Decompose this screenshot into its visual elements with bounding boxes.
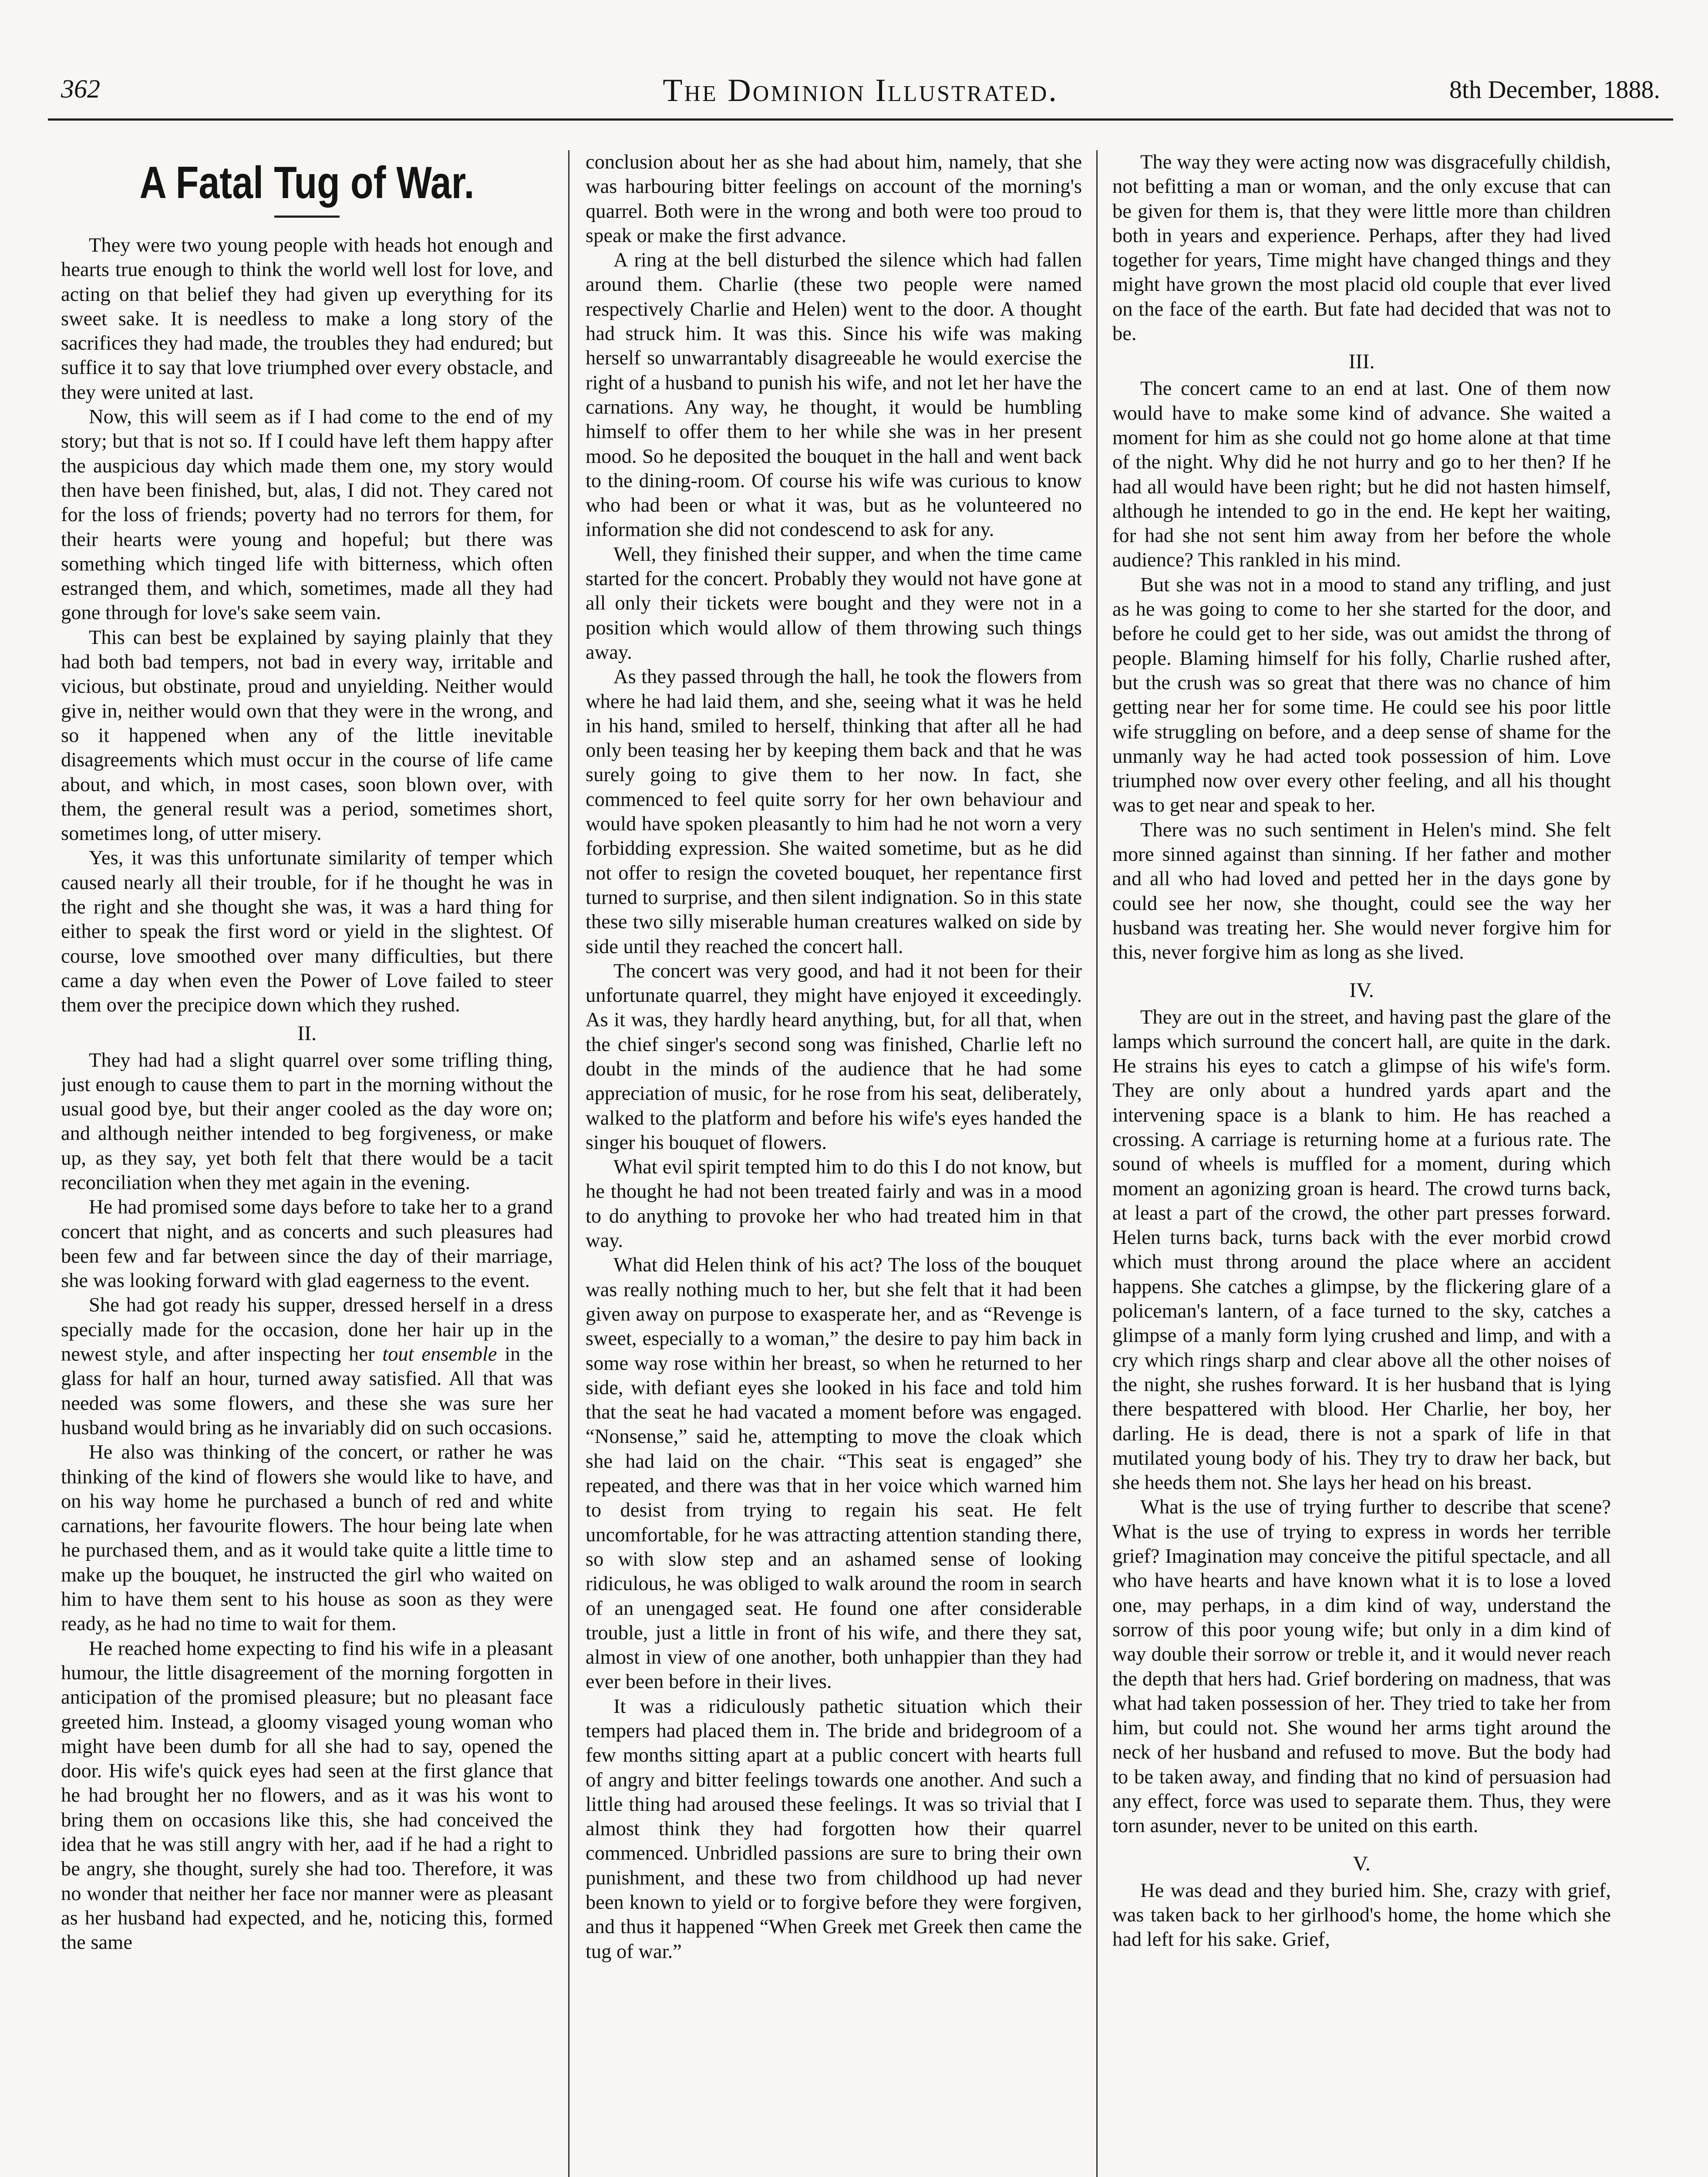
- paragraph: The concert was very good, and had it not been for their unfortunate quarrel, they might have enjoyed it exceedingly. As it was, they hardly heard anything, but, for all that, when the chief singer's second song was finished, Charlie left no doubt in the minds of the audience that he had some appreciation of music, for he rose from his seat, deliberately, walked to the platform and before his wife's eyes handed the singer his bouquet of flowers.: [586, 960, 1082, 1154]
- masthead: The Dominion Illustrated.: [663, 73, 1058, 108]
- paragraph: A ring at the bell disturbed the silence which had fallen around them. Charlie (these two people were named respectively Charlie and Helen) went to the door. A thought had struck him. It was this. Since his wife was making herself so unwarrantably disagreeable he would exercise the right of a husband to punish his wife, and not let her have the carnations. Any way, he thought, it would be humbling himself to offer them to her while she was in her present mood. So he deposited the bouquet in the hall and went back to the dining-room. Of course his wife was curious to know who had been or what it was, but as he volunteered no information she did not condescend to ask for any.: [586, 249, 1082, 541]
- column-1: [61, 150, 553, 2177]
- paragraph: The way they were acting now was disgracefully childish, not befitting a man or woman, and the only excuse that can be given for them is, that they were little more than children both in years and experience. Perhaps, after they had lived together for years, Time might have changed things and they might have grown the most placid old couple that ever lived on the face of the earth. But fate had decided that was not to be.: [1112, 151, 1611, 345]
- column-divider: [568, 150, 569, 2177]
- section-heading: V.: [1353, 1852, 1371, 1875]
- paragraph: As they passed through the hall, he took the flowers from where he had laid them, and she, seeing what it was he held in his hand, smiled to herself, thinking that after all he had only been teasing her by keeping them back and that he was surely going to give them to her now. In fact, she commenced to feel quite sorry for her own behaviour and would have spoken pleasantly to him had he not worn a very forbidding expression. She waited sometime, but as he did not offer to resign the coveted bouquet, her repentance first turned to surprise, and then silent indignation. So in this state these two silly miserable human creatures walked on side by side until they reached the concert hall.: [586, 666, 1082, 958]
- paragraph: Now, this will seem as if I had come to the end of my story; but that is not so. If I could have left them happy after the auspicious day which made them one, my story would then have been finished, but, alas, I did not. They cared not for the loss of friends; poverty had no terrors for them, for their hearts were young and hopeful; but there was something which tinged life with bitterness, which often estranged them, and which, sometimes, made all they had gone through for love's sake seem vain.: [61, 406, 553, 624]
- paragraph: [61, 1293, 553, 1440]
- header-rule: [48, 118, 1673, 121]
- paragraph: They had had a slight quarrel over some trifling thing, just enough to cause them to part in the morning without the usual good bye, but their anger cooled as the day wore on; and although neither intended to beg forgiveness, or make up, as they say, yet both felt that there would be a tacit reconciliation when they met again in the evening.: [61, 1049, 553, 1194]
- paragraph: What is the use of trying further to describe that scene? What is the use of trying to express in words her terrible grief? Imagination may conceive the pitiful spectacle, and all who have hearts and have known what it is to lose a loved one, may perhaps, in a dim kind of way, understand the sorrow of this poor young wife; but only in a dim kind of way double their sorrow or treble it, and it would never reach the depth that hers had. Grief bordering on madness, that was what had taken possession of her. They tried to take her from him, but could not. She wound her arms tight around the neck of her husband and refused to move. But the body had to be taken away, and finding that no kind of persuasion had any effect, force was used to separate them. Thus, they were torn asunder, never to be united on this earth.: [1112, 1496, 1611, 1837]
- paragraph: He reached home expecting to find his wife in a pleasant humour, the little disagreement of the morning forgotten in anticipation of the promised pleasure; but no pleasant face greeted him. Instead, a gloomy visaged young woman who might have been dumb for all she had to say, opened the door. His wife's quick eyes had seen at the first glance that he had brought her no flowers, and as it was his wont to bring them on occasions like this, she had conceived the idea that he was still angry with her, aad if he had a right to be angry, she thought, surely she had too. Therefore, it was no wonder that neither her face nor manner were as pleasant as her husband had expected, and he, noticing this, formed the same: [61, 1637, 553, 1954]
- paragraph: They are out in the street, and having past the glare of the lamps which surround the concert hall, are quite in the dark. He strains his eyes to catch a glimpse of his wife's form. They are only about a hundred yards apart and the intervening space is a blank to him. He has reached a crossing. A carriage is returning home at a furious rate. The sound of wheels is muffled for a moment, during which moment an agonizing groan is heard. The crowd turns back, at least a part of the crowd, the other part presses forward. Helen turns back, turns back with the ever morbid crowd which must throng around the place where an accident happens. She catches a glimpse, by the flickering glare of a policeman's lantern, of a face turned to the sky, catches a glimpse of a manly form lying crushed and limp, and with a cry which rings sharp and clear above all the other noises of the night, she rushes forward. It is her husband that is lying there bespattered with blood. Her Charlie, her boy, her darling. He is dead, there is not a spark of life in that mutilated young body of his. They try to draw her back, but she heeds them not. She lays her head on his breast.: [1112, 1006, 1611, 1494]
- section-heading: II.: [297, 1021, 317, 1045]
- italic-phrase: tout ensemble: [382, 1343, 497, 1366]
- page-header: [48, 74, 1673, 113]
- paragraph: This can best be explained by saying plainly that they had both bad tempers, not bad in every way, irritable and vicious, but obstinate, proud and unyielding. Neither would give in, neither would own that they were in the wrong, and so it happened when any of the little inevitable disagreements which must occur in the course of life came about, and which, in most cases, soon blown over, with them, the general result was a period, sometimes short, sometimes long, of utter misery.: [61, 626, 553, 845]
- title-rule: [274, 216, 340, 218]
- paragraph: They were two young people with heads hot enough and hearts true enough to think the world well lost for love, and acting on that belief they had given up everything for its sweet sake. It is needless to make a long story of the sacrifices they had made, the troubles they had endured; but suffice it to say that love triumphed over every obstacle, and they were united at last.: [61, 234, 553, 404]
- paragraph: He was dead and they buried him. She, crazy with grief, was taken back to her girlhood's home, the home which she had left for his sake. Grief,: [1112, 1879, 1611, 1951]
- page-number: 362: [61, 74, 100, 103]
- column-2: [586, 150, 1082, 2177]
- paragraph: But she was not in a mood to stand any trifling, and just as he was going to come to her she started for the door, and before he could get to her side, was out amidst the throng of people. Blaming himself for his folly, Charlie rushed after, but the crush was so great that there was no chance of him getting near her for some time. He could see his poor little wife struggling on before, and a deep sense of shame for the unmanly way he had acted took possession of him. Love triumphed now over every other feeling, and all his thought was to get near and speak to her.: [1112, 573, 1611, 817]
- paragraph: He had promised some days before to take her to a grand concert that night, and as concerts and such pleasures had been few and far between since the day of their marriage, she was looking forward with glad eagerness to the event.: [61, 1196, 553, 1292]
- column-divider: [1096, 150, 1098, 2177]
- paragraph: It was a ridiculously pathetic situation which their tempers had placed them in. The bride and bridegroom of a few months sitting apart at a public concert with hearts full of angry and bitter feelings towards one another. And such a little thing had aroused these feelings. It was so trivial that I almost think they had forgotten how their quarrel commenced. Unbridled passions are sure to bring their own punishment, and these two from childhood up had never been known to yield or to forgive before they were forgiven, and thus it happened “When Greek met Greek then came the tug of war.”: [586, 1695, 1082, 1963]
- paragraph: He also was thinking of the concert, or rather he was thinking of the kind of flowers she would like to have, and on his way home he purchased a bunch of red and white carnations, her favourite flowers. The hour being late when he purchased them, and as it would take quite a little time to make up the bouquet, he instructed the girl who waited on him to have them sent to his house as soon as they were ready, as he had no time to wait for them.: [61, 1441, 553, 1635]
- issue-date: 8th December, 1888.: [1449, 75, 1660, 104]
- paragraph: Yes, it was this unfortunate similarity of temper which caused nearly all their trouble, for if he thought he was in the right and she thought she was, it was a hard thing for either to speak the first word or yield in the slightest. Of course, love smoothed over many difficulties, but there came a day when even the Power of Love failed to steer them over the precipice down which they rushed.: [61, 847, 553, 1017]
- section-heading: III.: [1348, 350, 1375, 374]
- section-heading: IV.: [1349, 978, 1374, 1002]
- paragraph: conclusion about her as she had about him, namely, that she was harbouring bitter feelings on account of the morning's quarrel. Both were in the wrong and both were too proud to speak or make the first advance.: [586, 151, 1082, 247]
- paragraph: What did Helen think of his act? The loss of the bouquet was really nothing much to her, but she felt that it had been given away on purpose to exasperate her, and as “Revenge is sweet, especially to a woman,” the desire to pay him back in some way rose within her breast, so when he returned to her side, with defiant eyes she looked in his face and told him that the seat he had vacated a moment before was engaged. “Nonsense,” said he, attempting to move the cloak which she had laid on the chair. “This seat is engaged” she repeated, and there was that in her voice which warned him to desist from trying to regain his seat. He felt uncomfortable, for he was attracting attention standing there, so with slow step and an ashamed sense of looking ridiculous, he was obliged to walk around the room in search of an unengaged seat. He found one after considerable trouble, just a little in front of his wife, and there they sat, almost in view of one another, both unhappier than they had ever been before in their lives.: [586, 1254, 1082, 1693]
- article-title: A Fatal Tug of War.: [139, 158, 475, 208]
- paragraph: Well, they finished their supper, and when the time came started for the concert. Probably they would not have gone at all only their tickets were bought and they were not in a position which would allow of them throwing such things away.: [586, 543, 1082, 664]
- paragraph: What evil spirit tempted him to do this I do not know, but he thought he had not been treated fairly and was in a mood to do anything to provoke her who had treated him in that way.: [586, 1156, 1082, 1252]
- paragraph: The concert came to an end at last. One of them now would have to make some kind of advance. She waited a moment for him as she could not go home alone at that time of the night. Why did he not hurry and go to her then? If he had all would have been right; but he did not hasten himself, although he intended to go in the end. He kept her waiting, for had she not sent him away from her before the whole audience? This rankled in his mind.: [1112, 377, 1611, 572]
- paragraph: There was no such sentiment in Helen's mind. She felt more sinned against than sinning. If her father and mother and all who had loved and petted her in the days gone by could see her now, she thought, could see the way her husband was treating her. She would never forgive him for this, never forgive him as long as she lived.: [1112, 819, 1611, 964]
- paragraph-text: She had got ready his supper, dressed herself in a dress specially made for the occasion, done her hair up in the newest style, and after inspecting her: [61, 1294, 553, 1366]
- column-3: [1112, 150, 1611, 2177]
- paragraph-text: in the glass for half an hour, turned away satisfied. All that was needed was some flowers, and these she was sure her husband would bring as he invariably did on such occasions.: [61, 1343, 553, 1439]
